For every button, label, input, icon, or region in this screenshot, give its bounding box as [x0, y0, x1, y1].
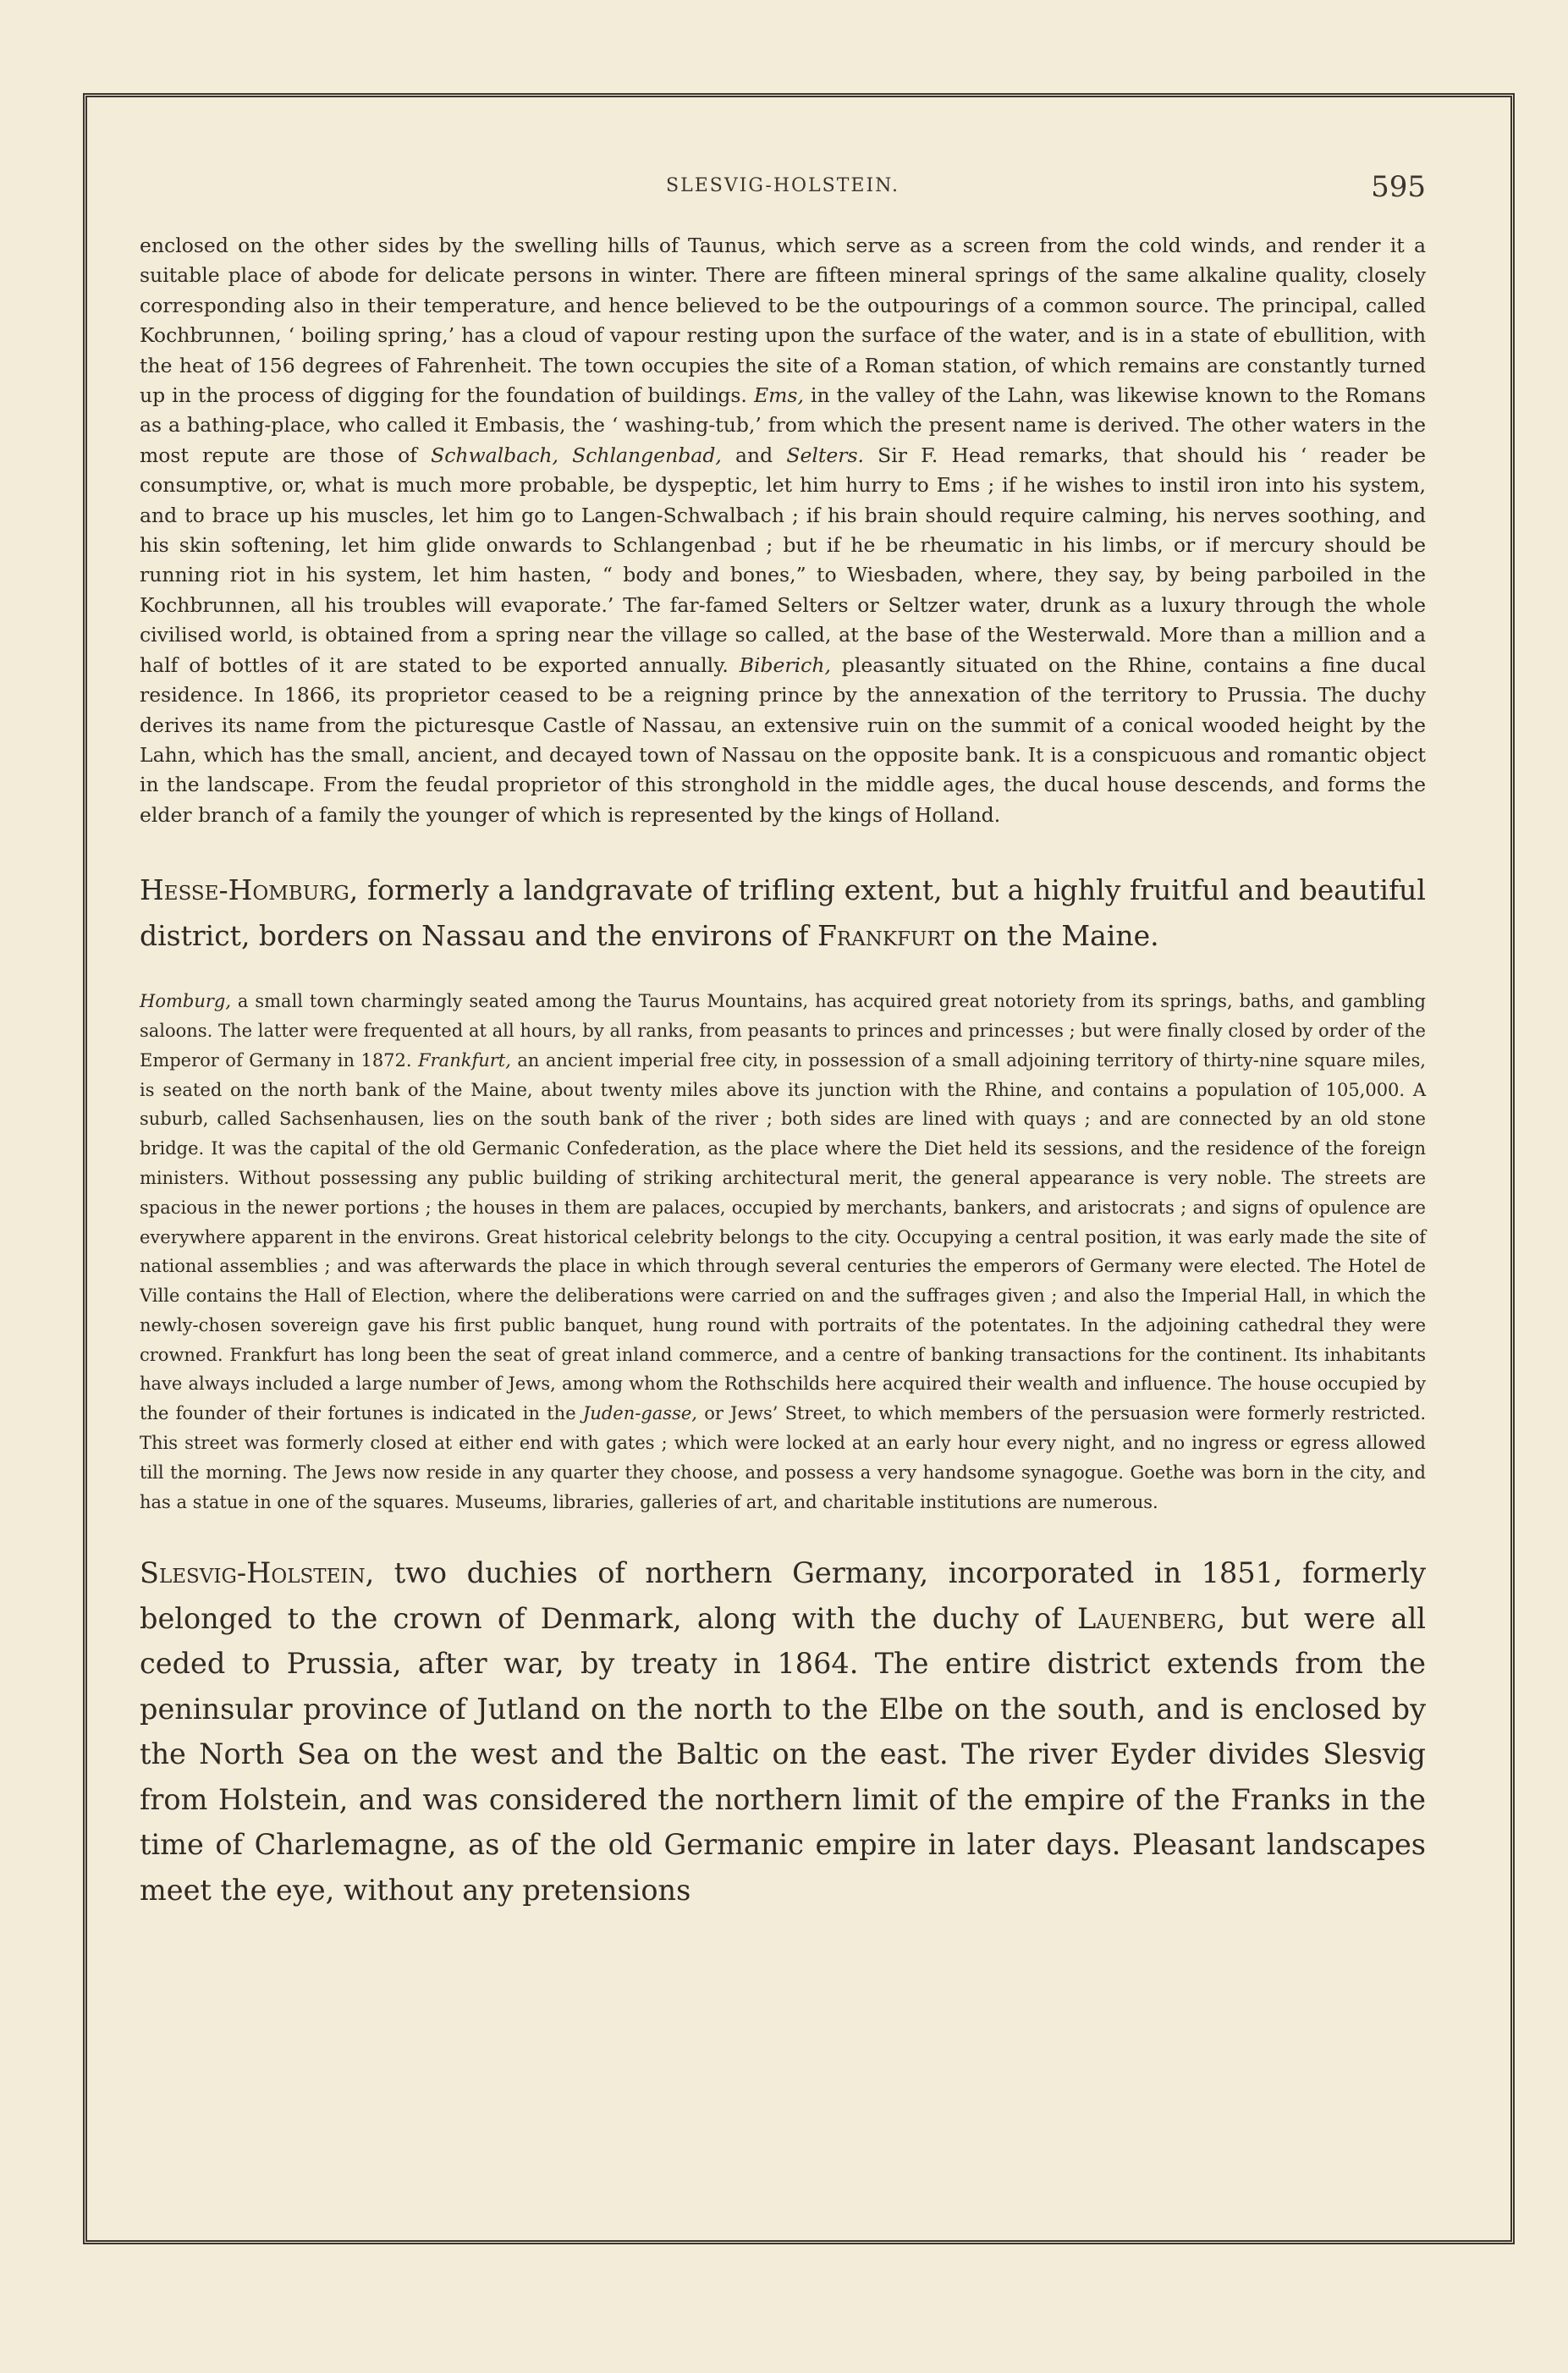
- nassau-paragraph: [140, 231, 1426, 830]
- place-name-homburg: Homburg,: [140, 991, 231, 1012]
- paragraph-text: two duchies of northern Germany, incorporated in 1851, formerly belonged to the crown of Denmark, along with the duchy of: [140, 1556, 1426, 1635]
- page-number: 595: [1371, 170, 1426, 204]
- place-name-frankfurt: Frankfurt,: [418, 1049, 511, 1071]
- heading-slesvig-holstein: Slesvig-Holstein,: [140, 1556, 375, 1590]
- place-name-ems: Ems,: [753, 383, 804, 408]
- paragraph-text: but were all ceded to Prussia, after war, by treaty in 1864. The entire district extends from the peninsular province of Jutland on the north to the Elbe on the south, and is enclosed by the North Sea on the west and the Baltic on the east. The river Eyder divides Slesvig from Holstein, and was considered the northern limit of the empire of the Franks in the time of Charlemagne, as of the old Germanic empire in later days. Pleasant landscapes meet the eye, without any pretensions: [140, 1601, 1427, 1907]
- slesvig-holstein-paragraph: [140, 1550, 1426, 1913]
- running-title: SLESVIG-HOLSTEIN.: [666, 175, 900, 196]
- paragraph-text: in the valley of the Lahn, was likewise known to the Romans as a bathing-place, who called it Embasis, the ‘ washing-tub,’ from which the present name is derived. The other waters in the most repute are those of: [140, 383, 1426, 467]
- spa-names: Schwalbach, Schlangenbad,: [431, 443, 722, 467]
- heading-hesse-homburg: Hesse-Homburg,: [140, 873, 359, 907]
- heading-frankfurt: Frankfurt: [817, 919, 955, 953]
- paragraph-text: on the Maine.: [954, 919, 1159, 953]
- homburg-frankfurt-paragraph: [140, 987, 1426, 1517]
- hesse-homburg-paragraph: [140, 867, 1426, 959]
- paragraph-text: Sir F. Head remarks, that should his ‘ reader be consumptive, or, what is much more probable, be dyspeptic, let him hurry to Ems ; if he wishes to instil iron into his system, and to brace up his muscles, let him go to Langen-Schwalbach ; if his brain should require calming, his nerves soothing, and his skin softening, let him glide onwards to Schlangenbad ; but if he be rheumatic in his limbs, or if mercury should be running riot in his system, let him hasten, “ body and bones,” to Wiesbaden, where, they say, by being parboiled in the Kochbrunnen, all his troubles will evaporate.’ The far-famed Selters or Seltzer water, drunk as a luxury through the whole civilised world, is obtained from a spring near the village so called, at the base of the Westerwald. More than a million and a half of bottles of it are stated to be exported annually.: [140, 443, 1426, 677]
- paragraph-text: and: [721, 443, 787, 467]
- paragraph-text: enclosed on the other sides by the swelling hills of Taunus, which serve as a screen from the cold winds, and render it a suitable place of abode for delicate persons in winter. There are fifteen mineral springs of the same alkaline quality, closely corresponding also in their temperature, and hence believed to be the outpourings of a common source. The principal, called Kochbrunnen, ‘ boiling spring,’ has a cloud of vapour resting upon the surface of the water, and is in a state of ebullition, with the heat of 156 degrees of Fahrenheit. The town occupies the site of a Roman station, of which remains are constantly turned up in the process of digging for the foundation of buildings.: [140, 234, 1426, 408]
- paragraph-text: pleasantly situated on the Rhine, contains a fine ducal residence. In 1866, its proprietor ceased to be a reigning prince by the annexation of the territory to Prussia. The duchy derives its name from the picturesque Castle of Nassau, an extensive ruin on the summit of a conical wooded height by the Lahn, which has the small, ancient, and decayed town of Nassau on the opposite bank. It is a conspicuous and romantic object in the landscape. From the feudal proprietor of this stronghold in the middle ages, the ducal house descends, and forms the elder branch of a family the younger of which is represented by the kings of Holland.: [140, 652, 1426, 827]
- paragraph-text: a small town charmingly seated among the Taurus Mountains, has acquired great notoriety from its springs, baths, and gambling saloons. The latter were frequented at all hours, by all ranks, from peasants to princes and princesses ; but were finally closed by order of the Emperor of Germany in 1872.: [140, 991, 1426, 1071]
- paragraph-text: an ancient imperial free city, in possession of a small adjoining territory of thirty-nine square miles, is seated on the north bank of the Maine, about twenty miles above its junction with the Rhine, and contains a population of 105,000. A suburb, called Sachsenhausen, lies on the south bank of the river ; both sides are lined with quays ; and are connected by an old stone bridge. It was the capital of the old Germanic Confederation, as the place where the Diet held its sessions, and the residence of the foreign ministers. Without possessing any public building of striking architectural merit, the general appearance is very noble. The streets are spacious in the newer portions ; the houses in them are palaces, occupied by merchants, bankers, and aristocrats ; and signs of opulence are everywhere apparent in the environs. Great historical celebrity belongs to the city. Occupying a central position, it was early made the site of national assemblies ; and was afterwards the place in which through several centuries the emperors of Germany were elected. The Hotel de Ville contains the Hall of Election, where the deliberations were carried on and the suffrages given ; and also the Imperial Hall, in which the newly-chosen sovereign gave his first public banquet, hung round with portraits of the potentates. In the adjoining cathedral they were crowned. Frankfurt has long been the seat of great inland commerce, and a centre of banking transactions for the continent. Its inhabitants have always included a large number of Jews, among whom the Rothschilds here acquired their wealth and influence. The house occupied by the founder of their fortunes is indicated in the: [140, 1049, 1426, 1424]
- running-head: [140, 170, 1426, 216]
- paragraph-text: or Jews’ Street, to which members of the persuasion were formerly restricted. This street was formerly closed at either end with gates ; which were locked at an early hour every night, and no ingress or egress allowed till the morning. The Jews now reside in any quarter they choose, and possess a very handsome synagogue. Goethe was born in the city, and has a statue in one of the squares. Museums, libraries, galleries of art, and charitable institutions are numerous.: [140, 1403, 1426, 1512]
- street-name-judengasse: Juden-gasse,: [582, 1403, 697, 1424]
- page-frame: [83, 93, 1515, 2244]
- heading-lauenberg: Lauenberg,: [1076, 1601, 1226, 1635]
- place-name-biberich: Biberich,: [739, 652, 831, 677]
- paragraph-text: formerly a landgravate of trifling extent, but a highly fruitful and beautiful district, borders on Nassau and the environs of: [140, 873, 1426, 953]
- place-name-selters: Selters.: [786, 443, 864, 467]
